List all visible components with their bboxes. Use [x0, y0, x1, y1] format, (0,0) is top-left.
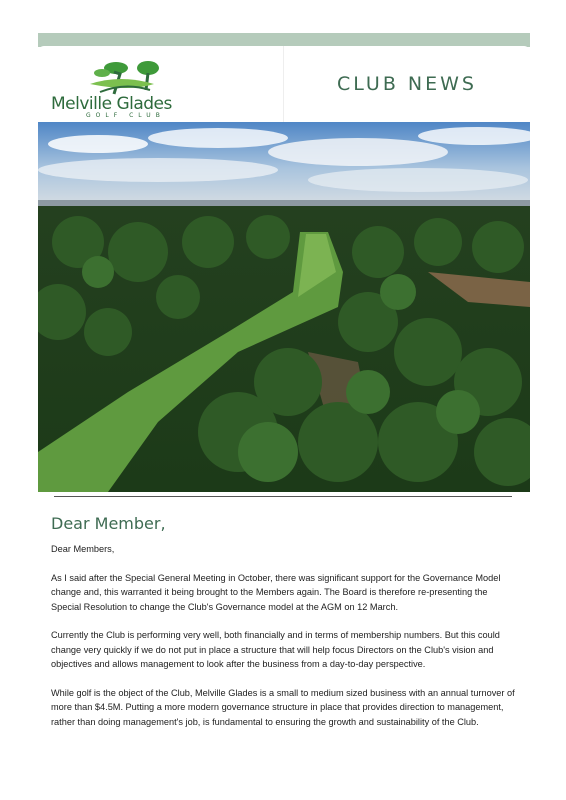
club-logo [38, 46, 284, 122]
aerial-course-photo [38, 122, 530, 492]
letter-body [51, 514, 517, 743]
section-divider [54, 496, 512, 497]
header-title-cell [284, 46, 530, 122]
newsletter-title: CLUB NEWS [337, 73, 477, 95]
header-accent-band [38, 33, 530, 47]
letter-salutation: Dear Members, [51, 544, 115, 554]
logo-subtitle: GOLF CLUB [86, 112, 165, 119]
letter-paragraph: As I said after the Special General Meeting in October, there was significant support for the Governance Model change and, this warranted it being brought to the Members again. The Board is therefore re-presenting the Special Resolution to change the Club's Governance model at the AGM on 12 March. [51, 572, 501, 612]
letter-paragraph: While golf is the object of the Club, Melville Glades is a small to medium sized business with an annual turnover of more than $4.5M. Putting a more modern governance structure in place that provides direction to management, rather than doing management's job, is fundamental to ensuring the growth and sustainability of the Club. [51, 687, 515, 727]
letter-paragraph: Currently the Club is performing very well, both financially and in terms of membership numbers. But this could change very quickly if we do not put in place a structure that will help focus Directors on the Club's vision and objectives and allows management to look after the business from a day-to-day perspective. [51, 630, 500, 669]
newsletter-header [38, 46, 530, 122]
logo-wordmark: Melville Glades [51, 94, 172, 114]
letter-heading: Dear Member, [51, 514, 166, 533]
course-image [38, 122, 530, 492]
